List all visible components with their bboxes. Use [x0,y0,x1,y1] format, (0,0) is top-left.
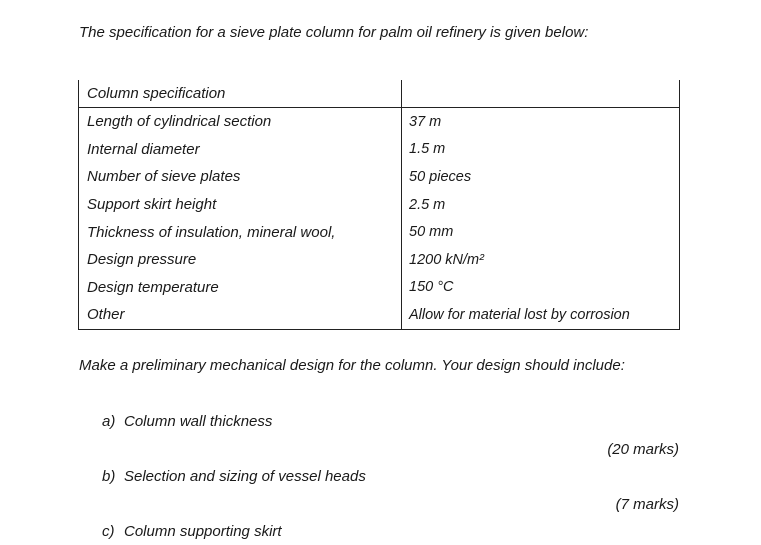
spec-label: Design temperature [79,274,402,302]
table-row [79,218,680,246]
spec-value: 50 mm [402,218,680,246]
spec-value: Allow for material lost by corrosion [402,301,680,329]
item-letter: b) [102,468,116,485]
table-row [79,301,680,329]
spec-value: 37 m [402,108,680,136]
spec-value: 1.5 m [402,136,680,164]
spec-label: Design pressure [79,246,402,274]
spec-value: 50 pieces [402,163,680,191]
item-letter: c) [102,523,115,540]
intro-text: The specification for a sieve plate column for palm oil refinery is given below: [79,24,589,41]
question-item-b [102,468,366,485]
item-text: Column supporting skirt [124,523,282,540]
item-a-marks: (20 marks) [607,441,679,458]
table-row [79,163,680,191]
table-row [79,274,680,302]
specification-table [78,80,680,330]
item-text: Column wall thickness [124,413,273,430]
spec-value: 1200 kN/m² [402,246,680,274]
spec-label: Internal diameter [79,136,402,164]
spec-label: Support skirt height [79,191,402,219]
spec-label: Thickness of insulation, mineral wool, [79,218,402,246]
task-instruction: Make a preliminary mechanical design for the column. Your design should include: [79,357,625,374]
item-text: Selection and sizing of vessel heads [124,468,366,485]
item-b-marks: (7 marks) [615,496,679,513]
table-header-cell: Column specification [79,80,402,108]
table-row [79,246,680,274]
spec-label: Number of sieve plates [79,163,402,191]
question-item-a [102,413,272,430]
table-row [79,191,680,219]
spec-value: 150 °C [402,274,680,302]
spec-value: 2.5 m [402,191,680,219]
question-item-c [102,523,282,540]
spec-label: Other [79,301,402,329]
spec-label: Length of cylindrical section [79,108,402,136]
item-letter: a) [102,413,116,430]
table-row [79,136,680,164]
table-header-empty-cell [402,80,680,108]
table-row [79,108,680,136]
table-header-row [79,80,680,108]
